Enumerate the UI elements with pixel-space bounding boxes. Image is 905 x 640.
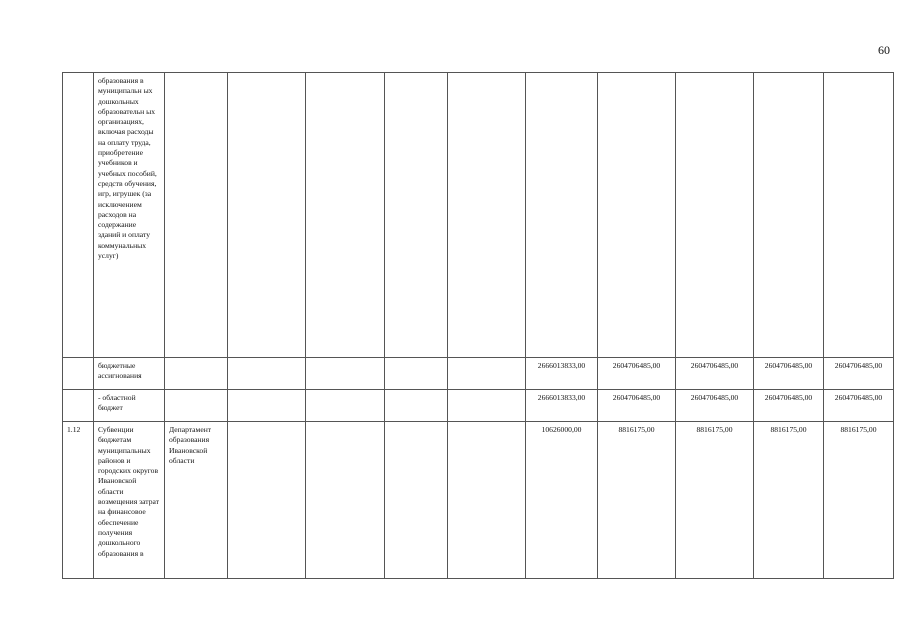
row-executor	[165, 73, 228, 358]
amount-cell: 2604706485,00	[754, 390, 824, 422]
amount-cell	[598, 73, 676, 358]
amount-cell: 8816175,00	[598, 422, 676, 579]
amount-cell: 2604706485,00	[676, 358, 754, 390]
empty-cell	[448, 390, 526, 422]
row-code: 1.12	[63, 422, 94, 579]
empty-cell	[306, 73, 385, 358]
row-executor: Департамент образования Ивановской области	[165, 422, 228, 579]
table-row	[63, 390, 894, 422]
row-executor	[165, 390, 228, 422]
table-row	[63, 358, 894, 390]
amount-cell	[824, 73, 894, 358]
table-row	[63, 73, 894, 358]
amount-cell: 8816175,00	[754, 422, 824, 579]
empty-cell	[228, 422, 306, 579]
amount-cell	[526, 73, 598, 358]
empty-cell	[448, 73, 526, 358]
empty-cell	[385, 73, 448, 358]
table-row	[63, 422, 894, 579]
amount-cell: 2666013833,00	[526, 358, 598, 390]
empty-cell	[448, 358, 526, 390]
empty-cell	[228, 358, 306, 390]
amount-cell: 2604706485,00	[598, 390, 676, 422]
empty-cell	[306, 390, 385, 422]
row-name: - областной бюджет	[94, 390, 165, 422]
amount-cell: 2604706485,00	[754, 358, 824, 390]
empty-cell	[385, 390, 448, 422]
empty-cell	[385, 358, 448, 390]
empty-cell	[228, 73, 306, 358]
amount-cell	[676, 73, 754, 358]
row-code	[63, 390, 94, 422]
row-name: образования в муниципальн ых дошкольных образовательн ых организациях, включая расходы на оплату труда, приобретение учебников и учебных пособий, средств обучения, игр, игрушек (за исключением расходов на содержание зданий и оплату коммунальных услуг)	[94, 73, 165, 358]
row-code	[63, 358, 94, 390]
amount-cell: 2604706485,00	[676, 390, 754, 422]
amount-cell: 10626000,00	[526, 422, 598, 579]
budget-table	[62, 72, 894, 579]
amount-cell: 2604706485,00	[824, 390, 894, 422]
empty-cell	[306, 358, 385, 390]
row-name: Субвенции бюджетам муниципальных районов и городских округов Ивановской области возмещения затрат на финансовое обеспечение получения дошкольного образования в	[94, 422, 165, 579]
amount-cell: 2604706485,00	[598, 358, 676, 390]
amount-cell: 8816175,00	[676, 422, 754, 579]
empty-cell	[448, 422, 526, 579]
amount-cell: 8816175,00	[824, 422, 894, 579]
page-number: 60	[878, 43, 890, 57]
row-name: бюджетные ассигнования	[94, 358, 165, 390]
empty-cell	[385, 422, 448, 579]
amount-cell: 2604706485,00	[824, 358, 894, 390]
row-code	[63, 73, 94, 358]
amount-cell: 2666013833,00	[526, 390, 598, 422]
empty-cell	[306, 422, 385, 579]
empty-cell	[228, 390, 306, 422]
row-executor	[165, 358, 228, 390]
amount-cell	[754, 73, 824, 358]
